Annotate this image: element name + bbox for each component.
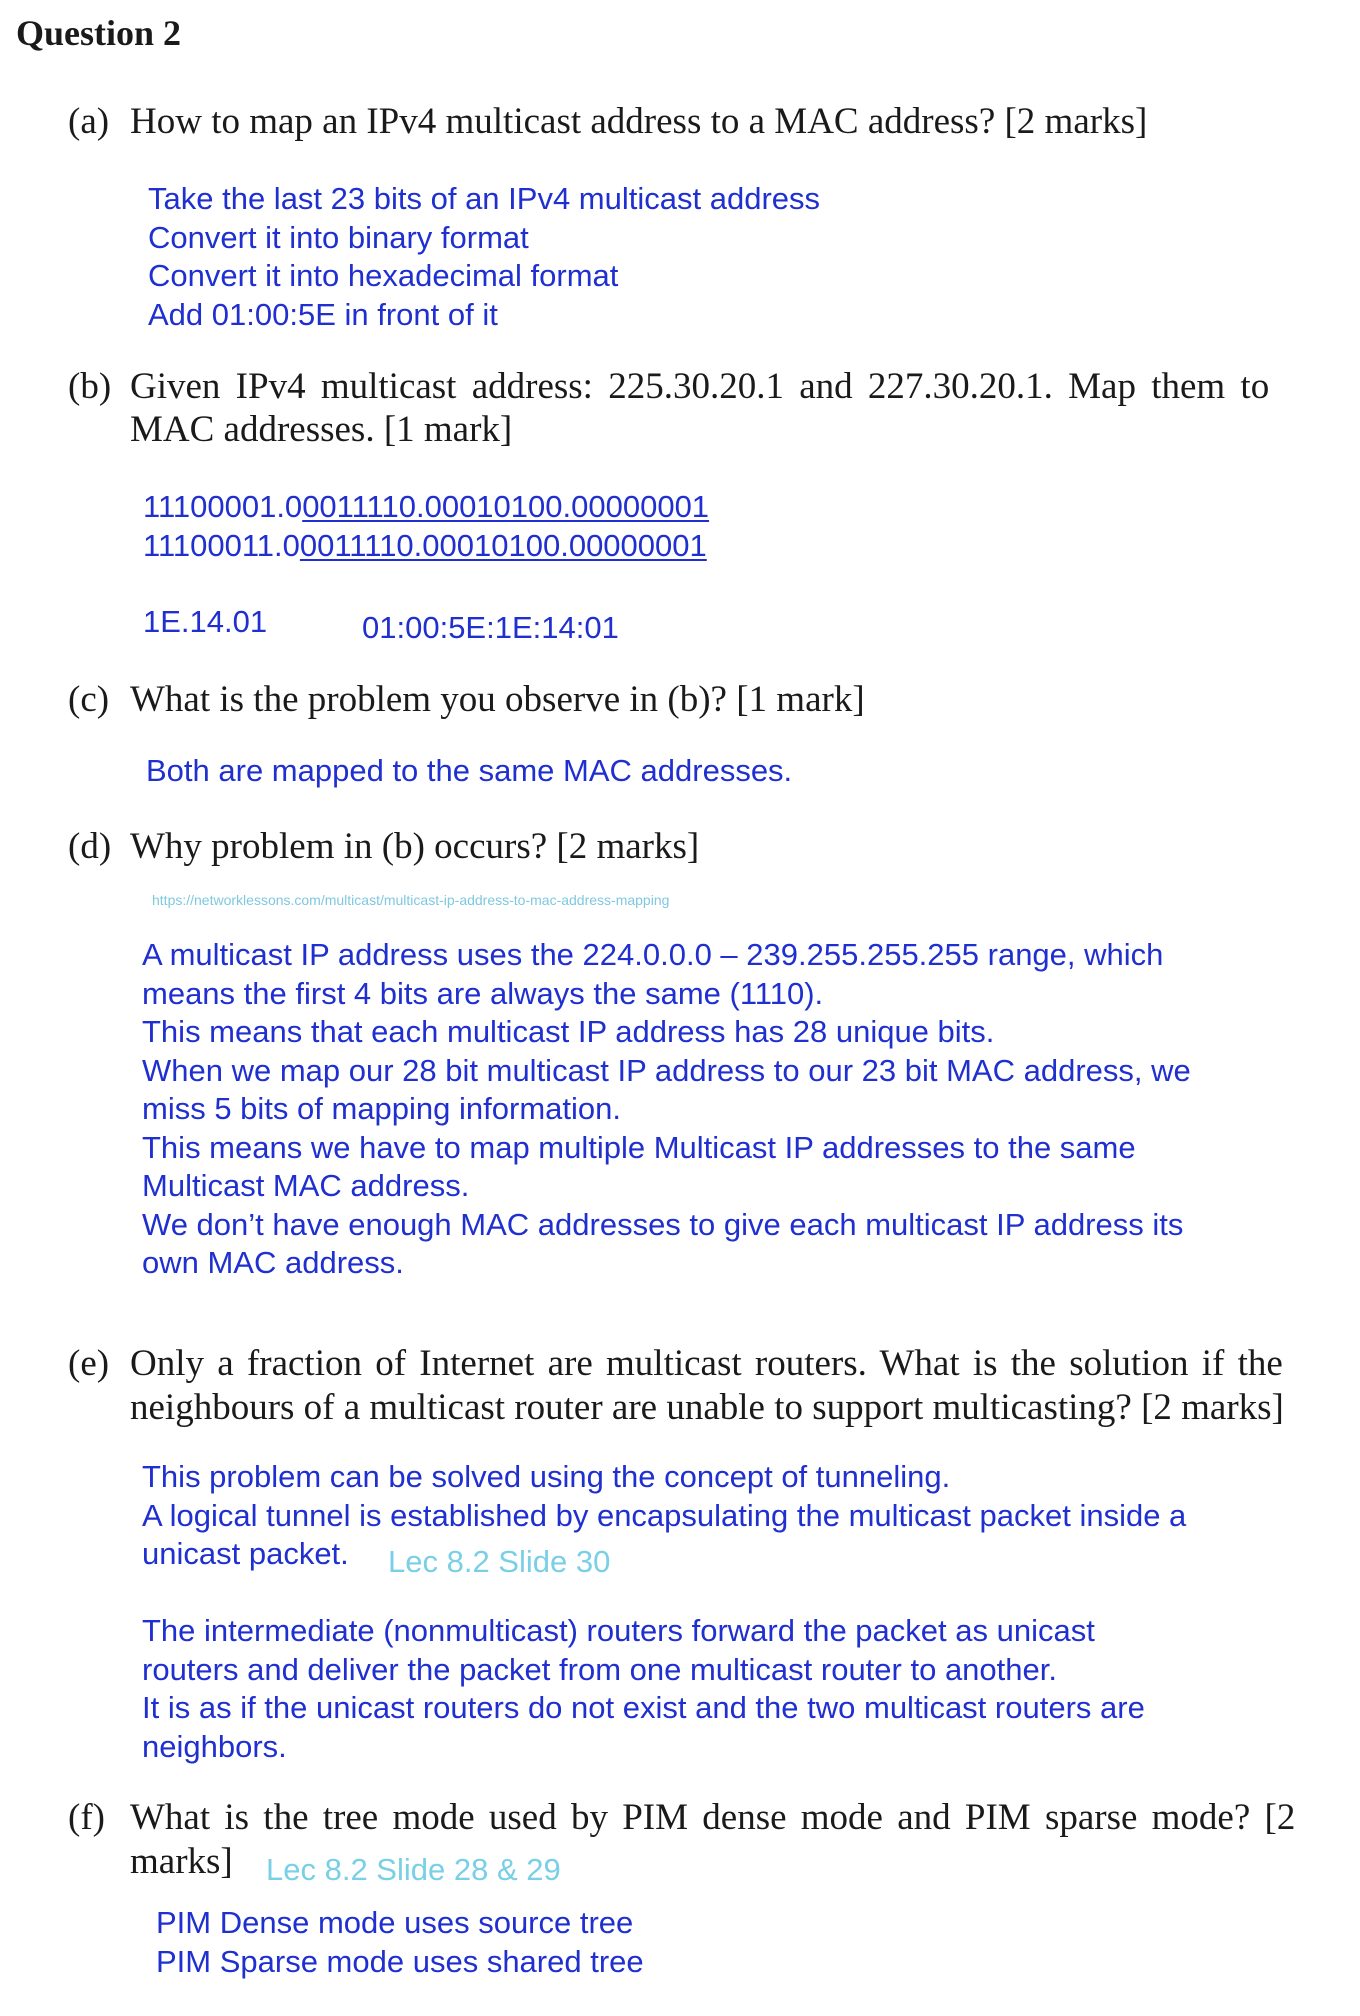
part-f-label: (f)	[68, 1797, 105, 1838]
answer-line: A logical tunnel is established by encapsulating the multicast packet inside a	[142, 1497, 1187, 1533]
answer-line: This problem can be solved using the concept of tunneling.	[142, 1459, 951, 1494]
part-f-answer	[156, 1904, 644, 1981]
answer-line: Take the last 23 bits of an IPv4 multicast address	[148, 181, 821, 216]
part-e-label: (e)	[68, 1343, 110, 1384]
part-b-label: (b)	[68, 366, 112, 407]
part-b-mac: 01:00:5E:1E:14:01	[362, 610, 619, 645]
part-b-hex: 1E.14.01	[143, 604, 268, 639]
part-b-question-line2: MAC addresses. [1 mark]	[130, 409, 513, 450]
answer-line: This means we have to map multiple Multicast IP addresses to the same	[142, 1129, 1136, 1165]
part-a-question: How to map an IPv4 multicast address to a MAC address? [2 marks]	[130, 101, 1148, 142]
answer-line: own MAC address.	[142, 1245, 404, 1280]
part-e-answer-1	[142, 1458, 1186, 1574]
part-d-answer	[142, 936, 1191, 1283]
answer-line: It is as if the unicast routers do not exist and the two multicast routers are	[142, 1690, 1145, 1725]
part-f-lecture-ref: Lec 8.2 Slide 28 & 29	[266, 1852, 561, 1887]
part-c-label: (c)	[68, 679, 110, 720]
answer-line: Convert it into binary format	[148, 219, 529, 255]
part-c-question: What is the problem you observe in (b)? [1 mark]	[130, 679, 865, 720]
part-e-question-line1: Only a fraction of Internet are multicast routers. What is the solution if the	[130, 1343, 1283, 1384]
question-title: Question 2	[16, 13, 182, 53]
binary-prefix: 11100011.0	[143, 527, 300, 563]
binary-prefix: 11100001.0	[143, 489, 303, 524]
binary-line-1	[143, 488, 709, 527]
part-c-answer: Both are mapped to the same MAC addresses.	[146, 753, 793, 788]
answer-line: Multicast MAC address.	[142, 1168, 470, 1203]
binary-line-2	[143, 527, 709, 566]
answer-line: A multicast IP address uses the 224.0.0.0 – 239.255.255.255 range, which	[142, 937, 1164, 972]
part-b-question-line1: Given IPv4 multicast address: 225.30.20.1 and 227.30.20.1. Map them to	[130, 366, 1270, 407]
part-e-lecture-ref: Lec 8.2 Slide 30	[388, 1544, 611, 1579]
answer-line: The intermediate (nonmulticast) routers forward the packet as unicast	[142, 1613, 1095, 1648]
reference-link[interactable]: https://networklessons.com/multicast/multicast-ip-address-to-mac-address-mapping	[152, 892, 670, 908]
binary-underlined: 0011110.00010100.00000001	[299, 527, 707, 563]
part-e-answer-2	[142, 1612, 1145, 1766]
answer-line: routers and deliver the packet from one multicast router to another.	[142, 1651, 1057, 1687]
answer-line: PIM Dense mode uses source tree	[156, 1905, 634, 1940]
part-e-question-line2: neighbours of a multicast router are unable to support multicasting? [2 marks]	[130, 1387, 1284, 1428]
part-a-answer	[148, 180, 820, 334]
part-f-question-line2: marks]	[130, 1841, 233, 1882]
answer-line: This means that each multicast IP address has 28 unique bits.	[142, 1014, 995, 1049]
answer-line: miss 5 bits of mapping information.	[142, 1091, 621, 1126]
binary-underlined: 0011110.00010100.00000001	[302, 489, 710, 524]
answer-line: When we map our 28 bit multicast IP address to our 23 bit MAC address, we	[142, 1052, 1191, 1088]
answer-line: neighbors.	[142, 1728, 287, 1764]
answer-line: Add 01:00:5E in front of it	[148, 296, 498, 332]
answer-line: We don’t have enough MAC addresses to give each multicast IP address its	[142, 1206, 1184, 1242]
answer-line: unicast packet.	[142, 1536, 349, 1571]
part-f-question-line1: What is the tree mode used by PIM dense mode and PIM sparse mode? [2	[130, 1797, 1296, 1838]
part-d-question: Why problem in (b) occurs? [2 marks]	[130, 826, 700, 867]
answer-line: Convert it into hexadecimal format	[148, 258, 619, 293]
part-a-label: (a)	[68, 101, 110, 142]
part-d-label: (d)	[68, 826, 112, 867]
answer-line: means the first 4 bits are always the same (1110).	[142, 975, 824, 1011]
answer-line: PIM Sparse mode uses shared tree	[156, 1943, 644, 1979]
part-b-binary	[143, 488, 709, 565]
